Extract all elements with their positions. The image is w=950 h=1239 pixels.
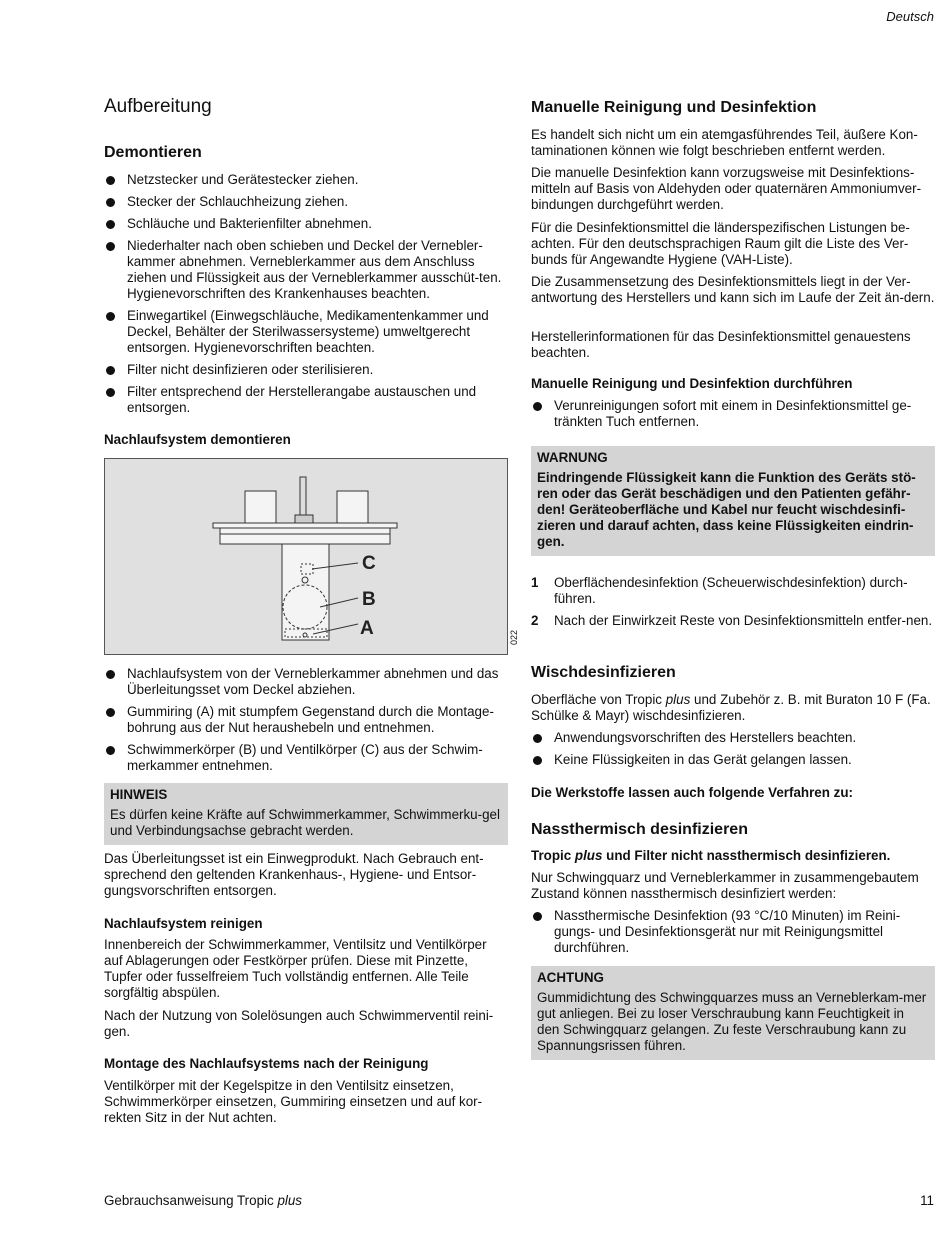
list-item: Schwimmerkörper (B) und Ventilkörper (C) aus der Schwim-merkammer entnehmen.	[104, 742, 508, 774]
section-title: Aufbereitung	[104, 96, 212, 117]
thermal-sub-post: und Filter nicht nassthermisch desinfizieren.	[602, 848, 891, 863]
list-item: Nassthermische Desinfektion (93 °C/10 Minuten) im Reini-gungs- und Desinfektionsgerät nur mit Reinigungsmittel durchführen.	[531, 908, 935, 956]
list-item: Anwendungsvorschriften des Herstellers beachten.	[531, 730, 935, 746]
mount-text: Ventilkörper mit der Kegelspitze in den Ventilsitz einsetzen, Schwimmerkörper einsetzen, Gummiring einsetzen und auf kor-rekten Sitz in der Nut achten.	[104, 1078, 483, 1125]
step-text: Nach der Einwirkzeit Reste von Desinfektionsmitteln entfer-nen.	[554, 613, 933, 628]
nachlaufsystem-diagram	[105, 459, 507, 654]
paragraph: Herstellerinformationen für das Desinfektionsmittel genauestens beachten.	[531, 329, 911, 360]
caution-title: ACHTUNG	[537, 970, 604, 985]
figure-label-b: B	[362, 589, 376, 610]
list-item: Einwegartikel (Einwegschläuche, Medikamentenkammer und Deckel, Behälter der Sterilwassersysteme) umweltgerecht entsorgen. Hygienevorschriften beachten.	[104, 308, 508, 356]
footer-prefix: Gebrauchsanweisung Tropic	[104, 1193, 278, 1208]
clean-heading: Nachlaufsystem reinigen	[104, 916, 263, 931]
followup-list	[104, 666, 508, 780]
wipe-list	[531, 730, 935, 774]
note-box	[104, 783, 508, 845]
list-item: Netzstecker und Gerätestecker ziehen.	[104, 172, 508, 188]
product-name: plus	[665, 692, 691, 707]
disassemble-heading: Demontieren	[104, 144, 202, 161]
clean-text-1: Innenbereich der Schwimmerkammer, Ventilsitz und Ventilkörper auf Ablagerungen oder Festkörper prüfen. Diese mit Pinzette, Tupfer oder fusselfreiem Tuch vollständig entfernen. Alle Teile sorgfältig abspülen.	[104, 937, 487, 1000]
mount-heading: Montage des Nachlaufsystems nach der Reinigung	[104, 1056, 429, 1071]
thermal-heading: Nassthermisch desinfizieren	[531, 821, 748, 838]
warning-title: WARNUNG	[537, 450, 608, 465]
list-item: Nachlaufsystem von der Verneblerkammer abnehmen und das Überleitungsset vom Deckel abziehen.	[104, 666, 508, 698]
note-title: HINWEIS	[110, 787, 168, 802]
disassemble-list	[104, 172, 508, 422]
warning-text: Eindringende Flüssigkeit kann die Funktion des Geräts stö-ren oder das Gerät beschädigen und den Patienten gefähr-den! Geräteoberfläche und Kabel nur feucht wischdesinfi-zieren und darauf achten, dass keine Flüssigkeiten eindrin-gen.	[537, 470, 916, 549]
wipe-text-post: und Zubehör z. B. mit Buraton 10 F (Fa. Schülke & Mayr) wischdesinfizieren.	[531, 692, 931, 723]
list-item: Stecker der Schlauchheizung ziehen.	[104, 194, 508, 210]
step-item	[531, 575, 935, 607]
list-item: Niederhalter nach oben schieben und Deckel der Vernebler-kammer abnehmen. Verneblerkammer aus dem Anschluss ziehen und Flüssigkeit aus der Verneblerkammer ausschüt-ten. Hygienevorschriften des Krankenhauses beachten.	[104, 238, 508, 302]
figure-code: 022	[509, 629, 519, 645]
perform-heading: Manuelle Reinigung und Desinfektion durchführen	[531, 376, 853, 391]
product-name: plus	[574, 848, 603, 863]
list-item: Gummiring (A) mit stumpfem Gegenstand durch die Montage-bohrung aus der Nut heraushebeln und entnehmen.	[104, 704, 508, 736]
thermal-text: Nur Schwingquarz und Verneblerkammer in zusammengebautem Zustand können nassthermisch desinfiziert werden:	[531, 870, 919, 901]
figure-label-c: C	[362, 553, 376, 574]
caution-box	[531, 966, 935, 1060]
thermal-sub-pre: Tropic	[531, 848, 575, 863]
header-language: Deutsch	[886, 9, 934, 24]
list-item: Filter entsprechend der Herstellerangabe austauschen und entsorgen.	[104, 384, 508, 416]
list-item: Keine Flüssigkeiten in das Gerät gelangen lassen.	[531, 752, 935, 768]
step-number: 2	[531, 613, 539, 628]
clean-text-2: Nach der Nutzung von Solelösungen auch Schwimmerventil reini-gen.	[104, 1008, 494, 1039]
note-text: Es dürfen keine Kräfte auf Schwimmerkammer, Schwimmerku-gel und Verbindungsachse gebracht werden.	[110, 807, 500, 838]
footer-manual-title	[104, 1193, 302, 1209]
caution-text: Gummidichtung des Schwingquarzes muss an Verneblerkam-mer gut anliegen. Bei zu loser Verschraubung kann Feuchtigkeit in den Schwingquarz gelangen. Zu feste Verschraubung kann zu Spannungsrissen führen.	[537, 990, 927, 1053]
paragraph: Für die Desinfektionsmittel die länderspezifischen Listungen be-achten. Für den deutschsprachigen Raum gilt die Liste des Ver-bunds für Angewandte Hygiene (VAH-Liste).	[531, 220, 910, 267]
paragraph: Die manuelle Desinfektion kann vorzugsweise mit Desinfektions-mitteln auf Basis von Aldehyden oder quaternären Ammoniumver-bindungen durchgeführt werden.	[531, 165, 922, 212]
warning-box	[531, 446, 935, 556]
steps-list	[531, 575, 935, 635]
thermal-subheading	[531, 848, 890, 864]
paragraph: Es handelt sich nicht um ein atemgasführendes Teil, äußere Kon-taminationen können wie folgt beschrieben entfernt werden.	[531, 127, 918, 158]
perform-list	[531, 398, 935, 436]
paragraph: Die Zusammensetzung des Desinfektionsmittels liegt in der Ver-antwortung des Herstellers und kann sich im Laufe der Zeit än-dern.	[531, 274, 935, 305]
step-number: 1	[531, 575, 539, 590]
wipe-text	[531, 692, 935, 724]
nachlaufsystem-figure	[104, 458, 508, 655]
wipe-heading: Wischdesinfizieren	[531, 664, 676, 681]
manual-heading: Manuelle Reinigung und Desinfektion	[531, 99, 817, 116]
footer-product: plus	[277, 1193, 303, 1208]
step-item	[531, 613, 935, 629]
thermal-list	[531, 908, 935, 962]
list-item: Filter nicht desinfizieren oder sterilisieren.	[104, 362, 508, 378]
list-item: Verunreinigungen sofort mit einem in Desinfektionsmittel ge-tränkten Tuch entfernen.	[531, 398, 935, 430]
step-text: Oberflächendesinfektion (Scheuerwischdesinfektion) durch-führen.	[554, 575, 908, 606]
list-item: Schläuche und Bakterienfilter abnehmen.	[104, 216, 508, 232]
followup-heading: Nachlaufsystem demontieren	[104, 432, 291, 447]
figure-label-a: A	[360, 618, 374, 639]
materials-note: Die Werkstoffe lassen auch folgende Verfahren zu:	[531, 785, 853, 800]
wipe-text-pre: Oberfläche von Tropic	[531, 692, 666, 707]
page-number: 11	[920, 1193, 934, 1208]
disposable-text: Das Überleitungsset ist ein Einwegprodukt. Nach Gebrauch ent-sprechend den geltenden Krankenhaus-, Hygiene- und Entsor-gungsvorschriften entsorgen.	[104, 851, 484, 898]
